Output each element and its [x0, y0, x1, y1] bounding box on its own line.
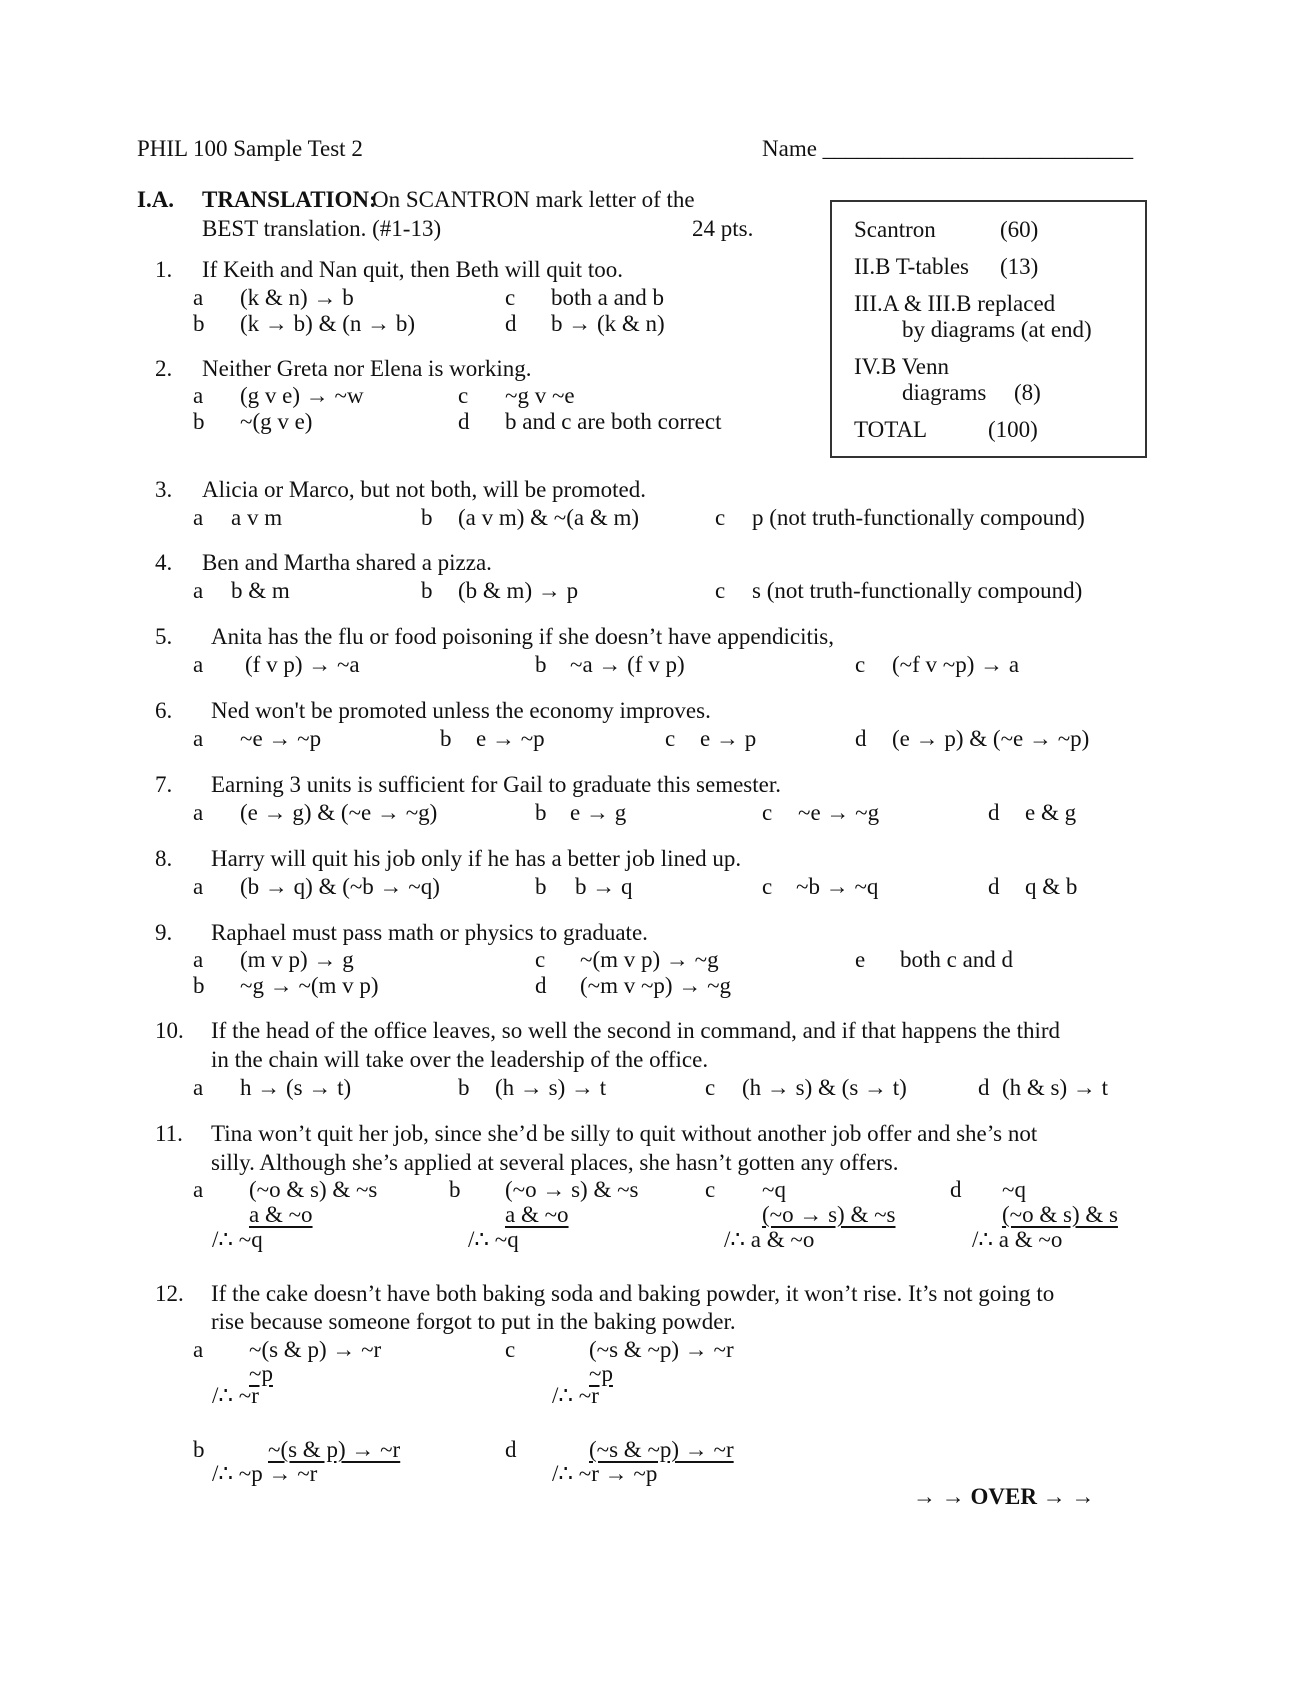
option-letter: c: [505, 285, 516, 310]
option-answer: ~(m v p) → ~g: [580, 947, 719, 972]
argument-conclusion: /∴ ~q: [212, 1227, 263, 1252]
option-letter: b: [535, 874, 547, 899]
option-letter: b: [193, 409, 205, 434]
option-answer: (h → s) & (s → t): [742, 1075, 907, 1100]
option-answer: (g v e) → ~w: [240, 383, 364, 408]
section-label: I.A.: [137, 187, 175, 212]
option-letter: c: [458, 383, 469, 408]
option-letter: a: [193, 505, 204, 530]
option-letter: b: [449, 1177, 461, 1202]
option-letter: a: [193, 1177, 204, 1202]
question-number: 11.: [155, 1121, 183, 1146]
option-answer: (b → q) & (~b → ~q): [240, 874, 440, 899]
section-instruction: BEST translation. (#1-13): [202, 216, 442, 241]
option-letter: a: [193, 874, 204, 899]
question-text: in the chain will take over the leadership of the office.: [211, 1047, 709, 1072]
question-text: If the head of the office leaves, so well the second in command, and if that happens the third: [211, 1018, 1061, 1043]
option-letter: a: [193, 652, 204, 677]
option-letter: a: [193, 800, 204, 825]
option-answer: ~(g v e): [240, 409, 313, 434]
option-letter: a: [193, 947, 204, 972]
question-number: 3.: [155, 477, 173, 502]
option-answer: (e → p) & (~e → ~p): [892, 726, 1090, 751]
question-number: 7.: [155, 772, 173, 797]
argument-premise: (~s & ~p) → ~r: [589, 1337, 734, 1362]
argument-conclusion: /∴ ~r: [552, 1383, 599, 1408]
option-answer: b & m: [231, 578, 290, 603]
option-answer: (~m v ~p) → ~g: [580, 973, 732, 998]
option-answer: both c and d: [900, 947, 1014, 972]
argument-premise: (~o & s) & s: [1002, 1202, 1118, 1227]
option-answer: ~e → ~p: [240, 726, 322, 751]
score-item-ttables: II.B T-tables: [854, 254, 969, 279]
argument-conclusion: /∴ ~q: [468, 1227, 519, 1252]
option-letter: b: [440, 726, 452, 751]
score-points: (100): [988, 417, 1038, 442]
option-letter: c: [855, 652, 866, 677]
option-answer: ~g v ~e: [505, 383, 575, 408]
option-letter: c: [505, 1337, 516, 1362]
question-number: 12.: [155, 1281, 184, 1306]
option-letter: b: [193, 1437, 205, 1462]
argument-premise: (~o → s) & ~s: [505, 1177, 639, 1202]
argument-premise: ~q: [762, 1177, 786, 1202]
option-answer: (e → g) & (~e → ~g): [240, 800, 438, 825]
section-title: TRANSLATION:: [202, 187, 377, 212]
option-letter: d: [535, 973, 547, 998]
option-letter: d: [950, 1177, 962, 1202]
argument-premise: ~q: [1002, 1177, 1026, 1202]
option-letter: a: [193, 285, 204, 310]
option-letter: c: [705, 1075, 716, 1100]
argument-premise: ~(s & p) → ~r: [249, 1337, 382, 1362]
option-answer: (k → b) & (n → b): [240, 311, 416, 336]
option-letter: b: [421, 505, 433, 530]
option-letter: e: [855, 947, 866, 972]
argument-conclusion: /∴ a & ~o: [724, 1227, 815, 1252]
score-item-scantron: Scantron: [854, 217, 936, 242]
question-text: Raphael must pass math or physics to graduate.: [211, 920, 648, 945]
option-answer: b and c are both correct: [505, 409, 722, 434]
score-points: (60): [1000, 217, 1039, 242]
option-letter: c: [762, 874, 773, 899]
score-box: [830, 200, 1147, 458]
option-answer: (~f v ~p) → a: [892, 652, 1020, 677]
argument-conclusion: /∴ ~r: [212, 1383, 259, 1408]
argument-premise: (~o & s) & ~s: [249, 1177, 378, 1202]
option-letter: a: [193, 726, 204, 751]
question-number: 4.: [155, 550, 173, 575]
question-number: 2.: [155, 356, 173, 381]
option-answer: (k & n) → b: [240, 285, 354, 310]
option-letter: d: [855, 726, 867, 751]
option-letter: b: [193, 311, 205, 336]
option-answer: (m v p) → g: [240, 947, 354, 972]
question-number: 5.: [155, 624, 173, 649]
score-item-venn: diagrams: [902, 380, 987, 405]
option-letter: c: [715, 578, 726, 603]
argument-premise: ~(s & p) → ~r: [268, 1437, 401, 1462]
option-answer: b → (k & n): [551, 311, 665, 336]
option-answer: ~g → ~(m v p): [240, 973, 379, 998]
question-text: Anita has the flu or food poisoning if she doesn’t have appendicitis,: [211, 624, 835, 649]
option-letter: a: [193, 383, 204, 408]
question-text: If the cake doesn’t have both baking soda and baking powder, it won’t rise. It’s not going to: [211, 1281, 1055, 1306]
option-letter: a: [193, 578, 204, 603]
option-answer: e → g: [570, 800, 627, 825]
argument-premise: a & ~o: [249, 1202, 313, 1227]
question-number: 6.: [155, 698, 173, 723]
score-points: (8): [1014, 380, 1041, 405]
section-instruction: On SCANTRON mark letter of the: [372, 187, 695, 212]
option-letter: a: [193, 1075, 204, 1100]
option-answer: e → ~p: [476, 726, 545, 751]
option-letter: d: [978, 1075, 990, 1100]
option-letter: b: [535, 652, 547, 677]
option-answer: b → q: [575, 874, 633, 899]
option-letter: c: [535, 947, 546, 972]
argument-premise: (~o → s) & ~s: [762, 1202, 896, 1227]
score-total: TOTAL: [854, 417, 928, 442]
option-answer: p (not truth-functionally compound): [752, 505, 1085, 530]
question-number: 9.: [155, 920, 173, 945]
question-text: silly. Although she’s applied at several places, she hasn’t gotten any offers.: [211, 1150, 899, 1175]
option-answer: e & g: [1025, 800, 1077, 825]
option-answer: (f v p) → ~a: [245, 652, 360, 677]
question-text: rise because someone forgot to put in the baking powder.: [211, 1309, 736, 1334]
question-text: Ned won't be promoted unless the economy improves.: [211, 698, 711, 723]
question-text: Alicia or Marco, but not both, will be promoted.: [202, 477, 646, 502]
option-letter: b: [458, 1075, 470, 1100]
course-title: PHIL 100 Sample Test 2: [137, 136, 363, 161]
option-letter: b: [193, 973, 205, 998]
argument-conclusion: /∴ ~r → ~p: [552, 1461, 658, 1486]
name-field-label: Name ___________________________: [762, 136, 1134, 161]
option-letter: d: [458, 409, 470, 434]
option-answer: both a and b: [551, 285, 665, 310]
argument-conclusion: /∴ ~p → ~r: [212, 1461, 318, 1486]
question-text: If Keith and Nan quit, then Beth will quit too.: [202, 257, 623, 282]
score-item-venn: IV.B Venn: [854, 354, 949, 379]
option-letter: c: [762, 800, 773, 825]
option-answer: (a v m) & ~(a & m): [458, 505, 640, 530]
option-answer: s (not truth-functionally compound): [752, 578, 1083, 603]
argument-premise: ~p: [589, 1361, 613, 1386]
option-letter: b: [421, 578, 433, 603]
option-letter: a: [193, 1337, 204, 1362]
score-points: (13): [1000, 254, 1039, 279]
question-text: Ben and Martha shared a pizza.: [202, 550, 492, 575]
option-letter: d: [505, 311, 517, 336]
argument-conclusion: /∴ a & ~o: [972, 1227, 1063, 1252]
option-letter: b: [535, 800, 547, 825]
option-answer: (b & m) → p: [458, 578, 579, 603]
option-letter: d: [988, 800, 1000, 825]
option-letter: d: [505, 1437, 517, 1462]
option-answer: ~b → ~q: [796, 874, 879, 899]
question-text: Earning 3 units is sufficient for Gail to graduate this semester.: [211, 772, 781, 797]
option-letter: c: [705, 1177, 716, 1202]
option-answer: a v m: [231, 505, 283, 530]
option-answer: ~e → ~g: [798, 800, 880, 825]
question-text: Neither Greta nor Elena is working.: [202, 356, 532, 381]
argument-premise: ~p: [249, 1361, 273, 1386]
score-item-replaced: III.A & III.B replaced: [854, 291, 1056, 316]
question-text: Tina won’t quit her job, since she’d be silly to quit without another job offer and she’s not: [211, 1121, 1038, 1146]
option-answer: e → p: [700, 726, 757, 751]
option-letter: c: [715, 505, 726, 530]
option-answer: h → (s → t): [240, 1075, 352, 1100]
question-number: 8.: [155, 846, 173, 871]
option-answer: (h → s) → t: [495, 1075, 607, 1100]
question-text: Harry will quit his job only if he has a better job lined up.: [211, 846, 742, 871]
question-number: 10.: [155, 1018, 184, 1043]
over-indicator: → → OVER → →: [913, 1484, 1095, 1509]
argument-premise: (~s & ~p) → ~r: [589, 1437, 734, 1462]
score-item-replaced: by diagrams (at end): [902, 317, 1092, 342]
argument-premise: a & ~o: [505, 1202, 569, 1227]
option-letter: d: [988, 874, 1000, 899]
section-points: 24 pts.: [692, 216, 754, 241]
option-answer: (h & s) → t: [1002, 1075, 1109, 1100]
option-letter: c: [665, 726, 676, 751]
option-answer: q & b: [1025, 874, 1078, 899]
question-number: 1.: [155, 257, 173, 282]
option-answer: ~a → (f v p): [570, 652, 685, 677]
